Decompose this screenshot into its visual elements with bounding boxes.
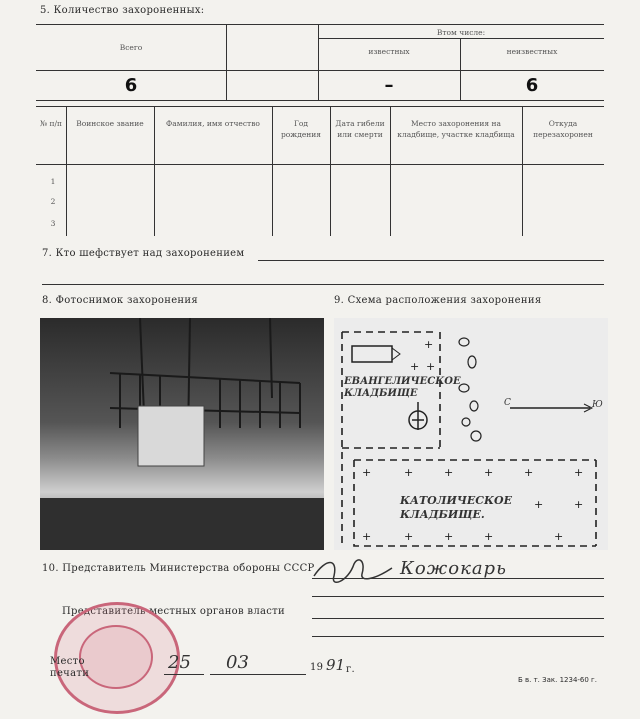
section7-line	[258, 260, 604, 261]
svg-text:+: +	[444, 466, 454, 479]
section7-title: 7. Кто шефствует над захоронением	[42, 248, 245, 259]
table5-bottom-line	[36, 100, 604, 101]
svg-text:+: +	[362, 466, 372, 479]
date-day: 25	[168, 652, 191, 673]
table5-sub-line	[318, 38, 604, 39]
including-label: Втом числе:	[436, 28, 486, 37]
svg-text:+: +	[404, 530, 414, 543]
svg-text:+: +	[362, 530, 372, 543]
local-authority-label: Представитель местных органов власти	[62, 606, 285, 617]
svg-text:+: +	[524, 466, 534, 479]
photo-fence-illustration	[40, 318, 324, 550]
printer-note: Б в. т. Зак. 1234-60 г.	[518, 676, 597, 684]
section10-line-2	[312, 596, 604, 597]
svg-text:+: +	[424, 338, 434, 351]
date-year-suffix: 91	[326, 656, 346, 674]
svg-text:+: +	[426, 360, 436, 373]
known-value: –	[384, 75, 394, 96]
svg-text:+: +	[444, 530, 454, 543]
svg-text:+: +	[410, 360, 420, 373]
table-row-number: 2	[50, 197, 56, 206]
local-authority-line	[312, 618, 604, 619]
signature-scribble	[308, 552, 398, 592]
col-burial-place: Место захоронения на кладбище, участке кладбища	[397, 119, 515, 140]
svg-text:+: +	[554, 530, 564, 543]
unknown-label: неизвестных	[506, 47, 558, 56]
svg-text:+: +	[534, 498, 544, 511]
total-value: 6	[124, 75, 138, 96]
date-month-line	[210, 674, 306, 675]
section8-title: 8. Фотоснимок захоронения	[42, 295, 198, 306]
total-label: Всего	[119, 43, 143, 52]
col-death-date: Дата гибели или смерти	[335, 119, 385, 140]
date-day-line	[164, 674, 204, 675]
table5-divider-1	[226, 24, 227, 100]
known-label: известных	[368, 47, 410, 56]
catholic-cemetery-label: КАТОЛИЧЕСКОЕ КЛАДБИЩЕ.	[400, 494, 513, 522]
evangelical-cemetery-label: ЕВАНГЕЛИЧЕСКОЕ КЛАДБИЩЕ	[344, 376, 461, 399]
local-authority-line-2	[312, 636, 604, 637]
col-name: Фамилия, имя отчество	[166, 119, 260, 128]
section7-line-2	[42, 284, 604, 285]
svg-text:+: +	[574, 466, 584, 479]
section5-title: 5. Количество захороненных:	[40, 5, 205, 16]
burial-photo	[40, 318, 324, 550]
table-row-number: 3	[50, 219, 56, 228]
col-rank: Воинское звание	[76, 119, 144, 128]
north-mark: Ю	[592, 400, 603, 410]
section9-title: 9. Схема расположения захоронения	[334, 295, 542, 306]
date-month: 03	[226, 652, 249, 673]
svg-text:+: +	[484, 466, 494, 479]
table5-mid-line	[36, 70, 604, 71]
unknown-value: 6	[525, 75, 539, 96]
table-row-number: 1	[50, 177, 56, 186]
stamp-place-label: Место печати	[50, 656, 90, 679]
burial-table	[36, 106, 604, 236]
cemetery-scheme	[334, 318, 608, 550]
ministry-signature: Кожокарь	[400, 558, 507, 579]
table5-top-line	[36, 24, 604, 25]
col-origin: Откуда перезахоронен	[533, 119, 593, 140]
section10-title: 10. Представитель Министерства обороны СССР	[42, 563, 315, 574]
south-mark: С	[504, 398, 511, 408]
svg-text:+: +	[404, 466, 414, 479]
svg-text:+: +	[574, 498, 584, 511]
date-year-prefix: 19	[310, 662, 324, 673]
svg-text:+: +	[484, 530, 494, 543]
col-birth-year: Год рождения	[280, 119, 321, 140]
date-suffix: г.	[346, 664, 356, 675]
col-number: № п/п	[39, 119, 62, 128]
